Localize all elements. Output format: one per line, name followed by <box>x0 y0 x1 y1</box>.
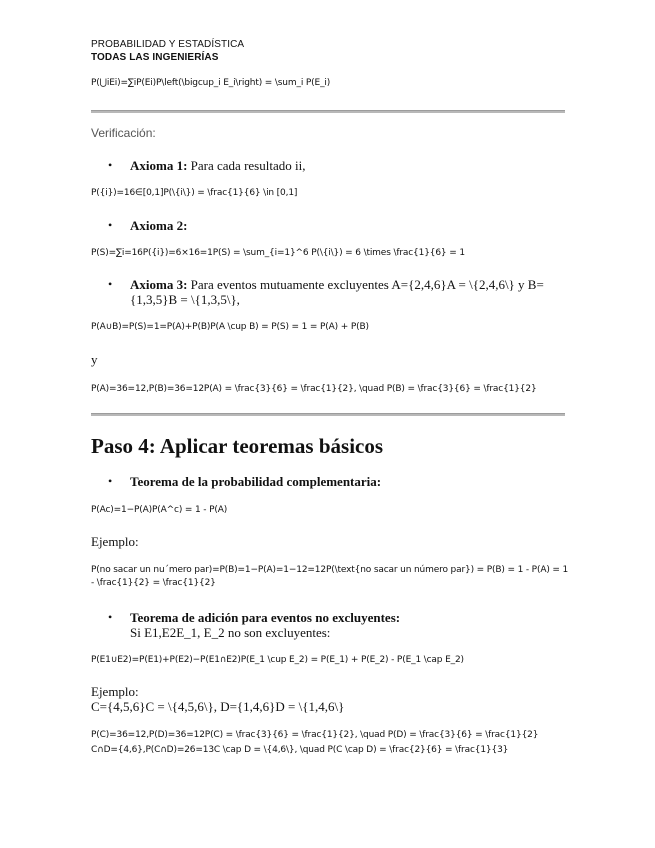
axiom3-text: Para eventos mutuamente excluyentes A={2,4,6}A = \{2,4,6\} y B={1,3,5}B = \{1,3,5\}, <box>130 277 544 307</box>
axiom2-formula: P(S)=∑i=16P({i})=6×16=1P(S) = \sum_{i=1}^6 P(\{i\}) = 6 \times \frac{1}{6} = 1 <box>91 248 465 258</box>
verificacion-label: Verificación: <box>91 126 156 140</box>
axiom3-formula: P(A∪B)=P(S)=1=P(A)+P(B)P(A \cup B) = P(S) = 1 = P(A) + P(B) <box>91 322 369 332</box>
step4-heading: Paso 4: Aplicar teoremas básicos <box>91 434 384 458</box>
axiom3-title: Axioma 3: <box>130 277 188 292</box>
formula-union: P(⋃iEi)=∑iP(Ei)P\left(\bigcup_i E_i\right) = \sum_i P(E_i) <box>91 78 331 88</box>
example1-label: Ejemplo: <box>91 534 139 549</box>
theorem2-text: Si E1,E2E_1, E_2 no son excluyentes: <box>130 625 331 640</box>
theorem1-title: Teorema de la probabilidad complementaria: <box>130 474 382 489</box>
header-course: PROBABILIDAD Y ESTADÍSTICA <box>91 39 245 50</box>
header-subtitle: TODAS LAS INGENIERÍAS <box>91 52 219 63</box>
section-divider <box>91 110 565 113</box>
axiom1-formula: P({i})=16∈[0,1]P(\{i\}) = \frac{1}{6} \in [0,1] <box>91 188 298 198</box>
axiom2-title: Axioma 2: <box>130 218 188 233</box>
axiom1-text: Para cada resultado ii, <box>187 158 306 173</box>
axiom1-title: Axioma 1: <box>130 158 188 173</box>
axiom3-formula2: P(A)=36=12,P(B)=36=12P(A) = \frac{3}{6} = \frac{1}{2}, \quad P(B) = \frac{3}{6} = \frac{1}{2} <box>91 384 537 394</box>
example1-formula: P(no sacar un nu´mero par)=P(B)=1−P(A)=1−12=12P(\text{no sacar un número par}) = P(B) = 1 - P(A) = 1 - \frac{1}{2} = \frac{1}{2} <box>91 565 569 588</box>
example2-formula1: P(C)=36=12,P(D)=36=12P(C) = \frac{3}{6} = \frac{1}{2}, \quad P(D) = \frac{3}{6} = \frac{1}{2} <box>91 730 539 740</box>
example2-label: Ejemplo: <box>91 684 139 699</box>
section-divider <box>91 413 565 416</box>
y-label: y <box>91 352 98 367</box>
example2-formula2: C∩D={4,6},P(C∩D)=26=13C \cap D = \{4,6\}, \quad P(C \cap D) = \frac{2}{6} = \frac{1}{3} <box>91 745 509 755</box>
bullet-icon: • <box>108 158 113 172</box>
bullet-icon: • <box>108 474 113 488</box>
bullet-icon: • <box>108 277 113 291</box>
theorem2-title: Teorema de adición para eventos no excluyentes: <box>130 610 401 625</box>
example2-sets: C={4,5,6}C = \{4,5,6\}, D={1,4,6}D = \{1,4,6\} <box>91 699 345 714</box>
theorem1-formula: P(Ac)=1−P(A)P(A^c) = 1 - P(A) <box>91 505 228 515</box>
theorem2-formula: P(E1∪E2)=P(E1)+P(E2)−P(E1∩E2)P(E_1 \cup E_2) = P(E_1) + P(E_2) - P(E_1 \cap E_2) <box>91 655 464 665</box>
bullet-icon: • <box>108 218 113 232</box>
bullet-icon: • <box>108 610 113 624</box>
